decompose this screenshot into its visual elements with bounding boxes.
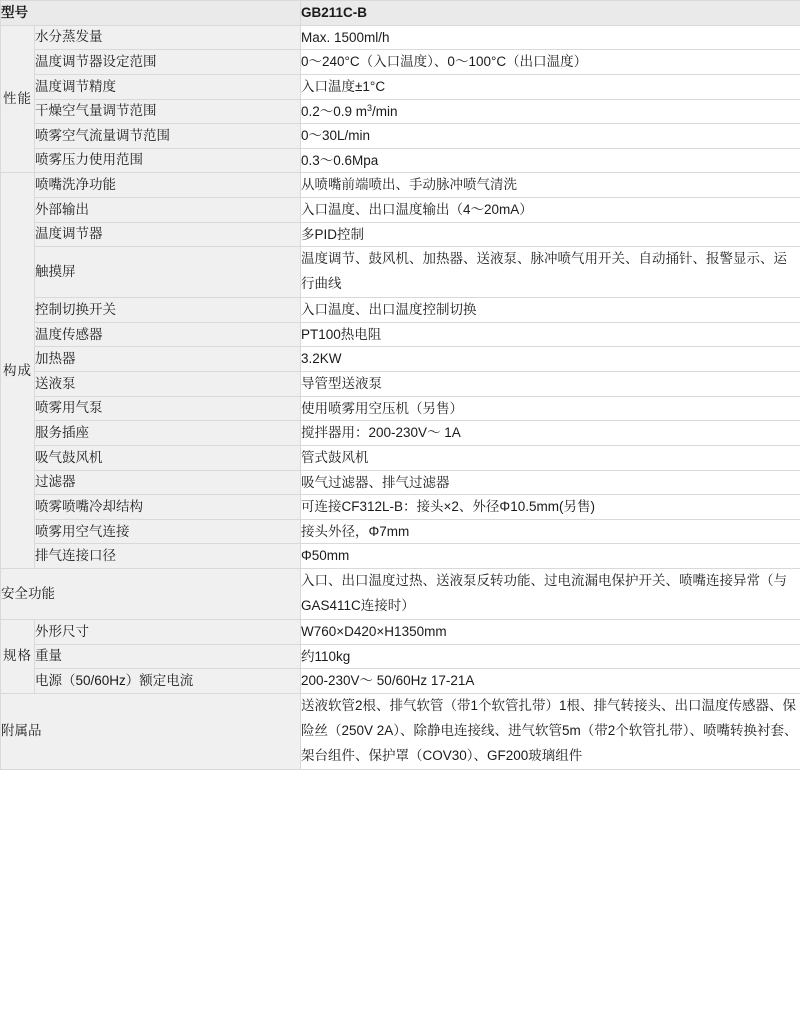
table-row (1, 74, 800, 99)
row-value: W760×D420×H1350mm (301, 620, 800, 645)
table-row (1, 495, 800, 520)
row-label: 喷雾用气泵 (35, 396, 301, 421)
row-value: 3.2KW (301, 347, 800, 372)
table-row-accessories (1, 693, 800, 769)
table-row (1, 298, 800, 323)
table-row (1, 198, 800, 223)
row-value: 多PID控制 (301, 222, 800, 247)
row-label: 喷雾压力使用范围 (35, 148, 301, 173)
row-label: 外部输出 (35, 198, 301, 223)
row-label: 过滤器 (35, 470, 301, 495)
table-row (1, 372, 800, 397)
category-composition-label: 构成 (3, 362, 32, 378)
row-value: 搅拌器用：200-230V～ 1A (301, 421, 800, 446)
row-label: 触摸屏 (35, 247, 301, 298)
table-row (1, 544, 800, 569)
row-value: 使用喷雾用空压机（另售） (301, 396, 800, 421)
category-performance (1, 25, 35, 173)
row-label: 重量 (35, 644, 301, 669)
row-value: 0.3～0.6Mpa (301, 148, 800, 173)
row-label: 排气连接口径 (35, 544, 301, 569)
table-row (1, 124, 800, 149)
row-label: 吸气鼓风机 (35, 445, 301, 470)
row-label: 温度调节器 (35, 222, 301, 247)
row-label: 电源（50/60Hz）额定电流 (35, 669, 301, 694)
row-label: 加热器 (35, 347, 301, 372)
row-label: 温度调节器设定范围 (35, 50, 301, 75)
header-label: 型号 (1, 1, 301, 26)
row-value: 0～30L/min (301, 124, 800, 149)
airflow-value-post: /min (372, 103, 398, 119)
row-value: PT100热电阻 (301, 322, 800, 347)
table-row (1, 25, 800, 50)
category-accessories-label: 附属品 (1, 693, 301, 769)
table-row (1, 247, 800, 298)
row-value: 可连接CF312L-B：接头×2、外径Φ10.5mm(另售) (301, 495, 800, 520)
row-label: 喷雾用空气连接 (35, 519, 301, 544)
table-row (1, 470, 800, 495)
row-value: 接头外径，Φ7mm (301, 519, 800, 544)
category-safety-label: 安全功能 (1, 569, 301, 620)
row-label: 温度传感器 (35, 322, 301, 347)
row-value: 温度调节、鼓风机、加热器、送液泵、脉冲喷气用开关、自动捅针、报警显示、运行曲线 (301, 247, 800, 298)
category-composition (1, 173, 35, 569)
table-row (1, 322, 800, 347)
table-row (1, 396, 800, 421)
table-row (1, 669, 800, 694)
row-label: 服务插座 (35, 421, 301, 446)
row-label: 喷雾空气流量调节范围 (35, 124, 301, 149)
row-label: 控制切换开关 (35, 298, 301, 323)
table-header-row (1, 1, 800, 26)
row-label: 水分蒸发量 (35, 25, 301, 50)
row-label: 外形尺寸 (35, 620, 301, 645)
row-label: 送液泵 (35, 372, 301, 397)
row-value: 从喷嘴前端喷出、手动脉冲喷气清洗 (301, 173, 800, 198)
table-row (1, 644, 800, 669)
table-row (1, 421, 800, 446)
table-row-safety (1, 569, 800, 620)
table-row (1, 620, 800, 645)
row-value: 入口温度、出口温度控制切换 (301, 298, 800, 323)
safety-value: 入口、出口温度过热、送液泵反转功能、过电流漏电保护开关、喷嘴连接异常（与GAS411C连接时） (301, 569, 800, 620)
row-value: 入口温度、出口温度输出（4～20mA） (301, 198, 800, 223)
row-value: 0～240°C（入口温度）、0～100°C（出口温度） (301, 50, 800, 75)
row-value: 200-230V～ 50/60Hz 17-21A (301, 669, 800, 694)
table-row (1, 222, 800, 247)
row-value (301, 99, 800, 124)
airflow-value-pre: 0.2～0.9 m (301, 103, 368, 119)
row-label: 喷嘴洗净功能 (35, 173, 301, 198)
table-row (1, 445, 800, 470)
table-row (1, 347, 800, 372)
row-label: 喷雾喷嘴冷却结构 (35, 495, 301, 520)
table-row (1, 148, 800, 173)
row-label: 温度调节精度 (35, 74, 301, 99)
row-value: 约110kg (301, 644, 800, 669)
header-value: GB211C-B (301, 1, 800, 26)
row-value: 导管型送液泵 (301, 372, 800, 397)
row-label: 干燥空气量调节范围 (35, 99, 301, 124)
table-row (1, 50, 800, 75)
category-spec (1, 620, 35, 694)
row-value: 吸气过滤器、排气过滤器 (301, 470, 800, 495)
row-value: 管式鼓风机 (301, 445, 800, 470)
accessories-value: 送液软管2根、排气软管（带1个软管扎带）1根、排气转接头、出口温度传感器、保险丝（250V 2A）、除静电连接线、进气软管5m（带2个软管扎带）、喷嘴转换衬套、架台组件、保护罩（COV30）、GF200玻璃组件 (301, 693, 800, 769)
row-value: Φ50mm (301, 544, 800, 569)
row-value: Max. 1500ml/h (301, 25, 800, 50)
airflow-value-exponent: 3 (367, 102, 373, 113)
table-row (1, 519, 800, 544)
table-row (1, 173, 800, 198)
table-row (1, 99, 800, 124)
category-spec-label: 规格 (3, 648, 32, 664)
row-value: 入口温度±1°C (301, 74, 800, 99)
category-performance-label: 性能 (3, 90, 32, 106)
